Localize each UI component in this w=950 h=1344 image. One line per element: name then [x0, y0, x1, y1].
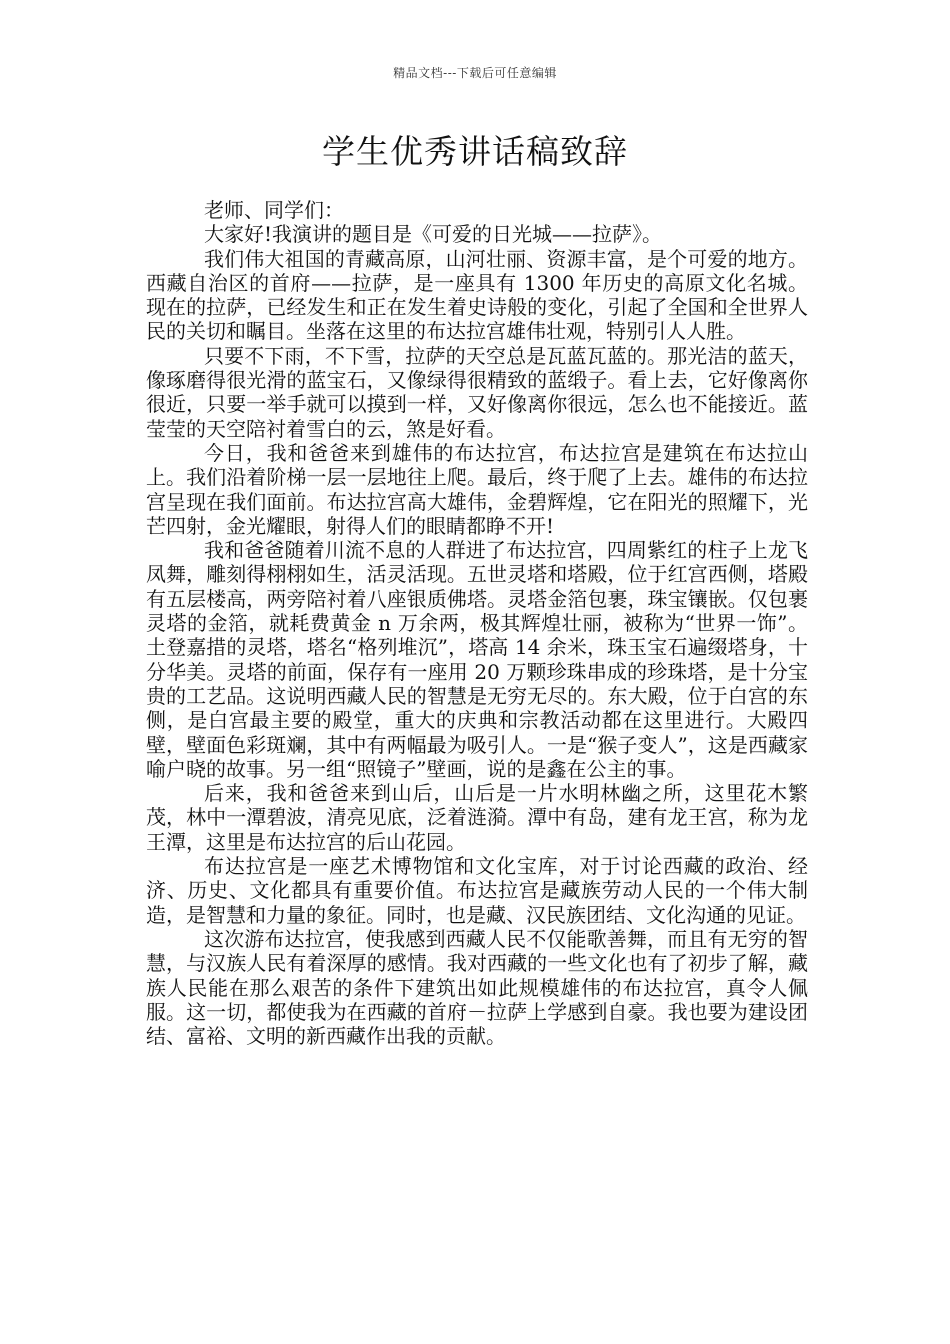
paragraph-5: 我和爸爸随着川流不息的人群进了布达拉宫，四周紫红的柱子上龙飞凤舞，雕刻得栩栩如生，活灵活现。五世灵塔和塔殿，位于红宫西侧，塔殿有五层楼高，两旁陪衬着八座银质佛塔。灵塔金箔包裹，珠宝镶嵌。仅包裹灵塔的金箔，就耗费黄金 n 万余两，极其辉煌壮丽，被称为“世界一饰”。土登嘉措的灵塔，塔名“格列堆沉”，塔高 14 余米，珠玉宝石遍缀塔身，十分华美。灵塔的前面，保存有一座用 20 万颗珍珠串成的珍珠塔，是十分宝贵的工艺品。这说明西藏人民的智慧是无穷无尽的。东大殿，位于白宫的东侧，是白宫最主要的殿堂，重大的庆典和宗教活动都在这里进行。大殿四壁，壁面色彩斑斓，其中有两幅最为吸引人。一是“猴子变人”，这是西藏家喻户晓的故事。另一组“照镜子”壁画，说的是鑫在公主的事。	[146, 538, 808, 781]
salutation: 老师、同学们：	[204, 198, 344, 222]
paragraph-6: 后来，我和爸爸来到山后，山后是一片水明林幽之所，这里花木繁茂，林中一潭碧波，清亮见底，泛着涟漪。潭中有岛，建有龙王宫，称为龙王潭，这里是布达拉宫的后山花园。	[146, 781, 808, 854]
document-title: 学生优秀讲话稿致辞	[322, 132, 628, 171]
document-body	[146, 198, 808, 1048]
header-note: 精品文档---下载后可任意编辑	[393, 66, 557, 80]
paragraph-7: 布达拉宫是一座艺术博物馆和文化宝库，对于讨论西藏的政治、经济、历史、文化都具有重要价值。布达拉宫是藏族劳动人民的一个伟大制造，是智慧和力量的象征。同时，也是藏、汉民族团结、文化沟通的见证。	[146, 854, 808, 927]
paragraph-1: 大家好!我演讲的题目是《可爱的日光城——拉萨》。	[204, 222, 663, 247]
paragraph-8: 这次游布达拉宫，使我感到西藏人民不仅能歌善舞，而且有无穷的智慧，与汉族人民有着深厚的感情。我对西藏的一些文化也有了初步了解，藏族人民能在那么艰苦的条件下建筑出如此规模雄伟的布达拉宫，真令人佩服。这一切，都使我为在西藏的首府－拉萨上学感到自豪。我也要为建设团结、富裕、文明的新西藏作出我的贡献。	[146, 926, 808, 1049]
paragraph-3: 只要不下雨，不下雪，拉萨的天空总是瓦蓝瓦蓝的。那光洁的蓝天，像琢磨得很光滑的蓝宝石，又像绿得很精致的蓝缎子。看上去，它好像离你很近，只要一举手就可以摸到一样，又好像离你很远，怎么也不能接近。蓝莹莹的天空陪衬着雪白的云，煞是好看。	[146, 343, 808, 441]
paragraph-4: 今日，我和爸爸来到雄伟的布达拉宫，布达拉宫是建筑在布达拉山上。我们沿着阶梯一层一层地往上爬。最后，终于爬了上去。雄伟的布达拉宫呈现在我们面前。布达拉宫高大雄伟，金碧辉煌，它在阳光的照耀下，光芒四射，金光耀眼，射得人们的眼睛都睁不开!	[146, 440, 808, 538]
paragraph-2: 我们伟大祖国的青藏高原，山河壮丽、资源丰富，是个可爱的地方。西藏自治区的首府——拉萨，是一座具有 1300 年历史的高原文化名城。现在的拉萨，已经发生和正在发生着史诗般的变化，引起了全国和全世界人民的关切和瞩目。坐落在这里的布达拉宫雄伟壮观，特别引人人胜。	[146, 246, 808, 344]
